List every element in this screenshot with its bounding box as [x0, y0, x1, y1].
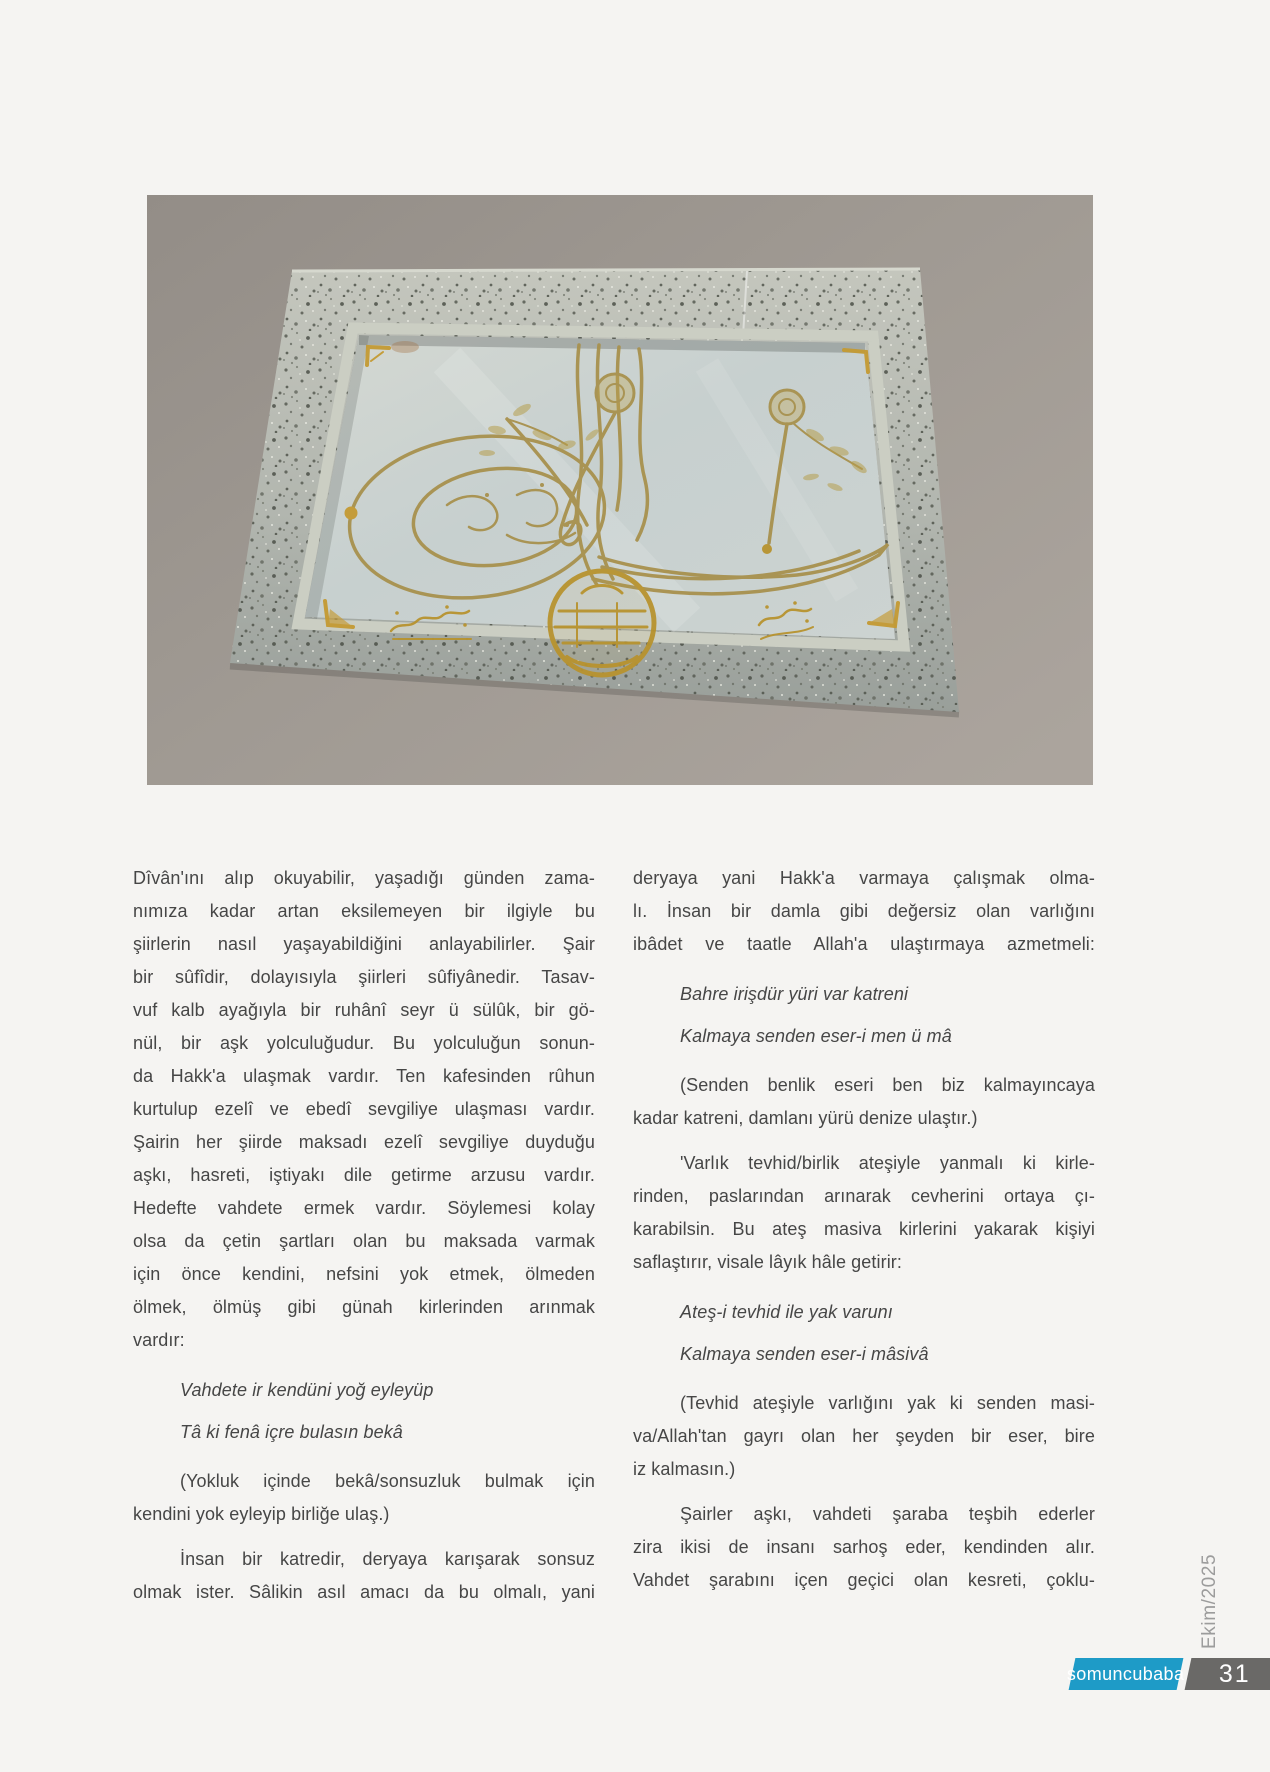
issue-date-vertical: Ekim/2025: [1199, 1553, 1220, 1649]
text-line: Tâ ki fenâ içre bulasın bekâ: [180, 1422, 403, 1442]
paragraph-block: [133, 1465, 595, 1531]
text-line: Dîvân'ını alıp okuyabilir, yaşadığı günden zama-: [133, 868, 595, 888]
text-line: vardır:: [133, 1330, 185, 1350]
paragraph-block: [633, 1387, 1095, 1486]
text-line: Kalmaya senden eser-i men ü mâ: [680, 1026, 952, 1046]
text-line: şiirlerin nasıl yaşayabildiğini anlayabilirler. Şair: [133, 934, 595, 954]
text-line: (Yokluk içinde bekâ/sonsuzluk bulmak için: [180, 1471, 595, 1491]
text-line: olmak ister. Sâlikin asıl amacı da bu olmalı, yani: [133, 1582, 595, 1602]
page-number-badge: [1185, 1658, 1270, 1690]
text-line: Şairin her şiirde maksadı ezelî sevgiliye duyduğu: [133, 1132, 595, 1152]
poem-block: [633, 973, 1095, 1057]
text-line: Hedefte vahdete ermek vardır. Söylemesi kolay: [133, 1198, 595, 1218]
medallion: [550, 571, 654, 675]
text-line: rinden, paslarından arınarak cevherini ortaya çı-: [633, 1186, 1095, 1206]
text-line: (Senden benlik eseri ben biz kalmayıncaya: [680, 1075, 1095, 1095]
article-photo: [147, 195, 1093, 785]
text-line: iz kalmasın.): [633, 1459, 736, 1479]
text-line: Vahdet şarabını içen geçici olan kesreti, çoklu-: [633, 1570, 1095, 1590]
paragraph-block: [633, 1069, 1095, 1135]
text-line: nımıza kadar artan eksilemeyen bir ilgiyle bu: [133, 901, 595, 921]
paragraph-block: [633, 1147, 1095, 1279]
text-line: Şairler aşkı, vahdeti şaraba teşbih ederler: [680, 1504, 1095, 1524]
text-line: zira ikisi de insanı sarhoş eder, kendinden alır.: [633, 1537, 1095, 1557]
text-line: Vahdete ir kendüni yoğ eyleyüp: [180, 1380, 434, 1400]
poem-block: [133, 1369, 595, 1453]
paragraph-block: [633, 1498, 1095, 1597]
text-line: da Hakk'a ulaşmak vardır. Ten kafesinden rûhun: [133, 1066, 595, 1086]
article-column-right: [633, 862, 1095, 1597]
stain-mark: [391, 341, 419, 353]
loop-knob: [345, 507, 358, 520]
text-line: için önce kendini, nefsini yok etmek, ölmeden: [133, 1264, 595, 1284]
paragraph-block: [133, 1543, 595, 1609]
text-line: saflaştırır, visale lâyık hâle getirir:: [633, 1252, 902, 1272]
text-line: olsa da çetin şartları olan bu maksada varmak: [133, 1231, 595, 1251]
text-line: vuf kalb ayağıyla bir ruhânî seyr ü sülûk, bir gö-: [133, 1000, 595, 1020]
text-line: bir sûfîdir, dolayısıyla şiirleri sûfiyânedir. Tasav-: [133, 967, 595, 987]
text-line: kadar katreni, damlanı yürü denize ulaştır.): [633, 1108, 978, 1128]
poem-block: [633, 1291, 1095, 1375]
text-line: 'Varlık tevhid/birlik ateşiyle yanmalı ki kirle-: [680, 1153, 1095, 1173]
text-line: kurtulup ezelî ve ebedî sevgiliye ulaşması vardır.: [133, 1099, 595, 1119]
text-line: va/Allah'tan gayrı olan her şeyden bir eser, bire: [633, 1426, 1095, 1446]
paragraph-block: [633, 862, 1095, 961]
text-line: İnsan bir katredir, deryaya karışarak sonsuz: [180, 1549, 595, 1569]
magazine-brand-badge: [1069, 1658, 1184, 1690]
text-line: Bahre irişdür yüri var katreni: [680, 984, 909, 1004]
paragraph-block: [133, 862, 595, 1357]
text-line: Kalmaya senden eser-i mâsivâ: [680, 1344, 929, 1364]
text-line: kendini yok eyleyip birliğe ulaş.): [133, 1504, 390, 1524]
text-line: ibâdet ve taatle Allah'a ulaştırmaya azmetmeli:: [633, 934, 1095, 954]
text-line: ölmek, ölmüş gibi günah kirlerinden arınmak: [133, 1297, 595, 1317]
article-column-left: [133, 862, 595, 1609]
magazine-brand-label: somuncubaba: [1067, 1663, 1185, 1684]
text-line: Ateş-i tevhid ile yak varunı: [680, 1302, 893, 1322]
text-line: aşkı, hasreti, iştiyakı dile getirme arzusu vardır.: [133, 1165, 595, 1185]
text-line: deryaya yani Hakk'a varmaya çalışmak olma-: [633, 868, 1095, 888]
page-number-label: 31: [1219, 1659, 1251, 1688]
text-line: lı. İnsan bir damla gibi değersiz olan varlığını: [633, 901, 1095, 921]
text-line: (Tevhid ateşiyle varlığını yak ki senden masi-: [680, 1393, 1095, 1413]
text-line: nül, bir aşk yolculuğudur. Bu yolculuğun sonun-: [133, 1033, 595, 1053]
text-line: karabilsin. Bu ateş masiva kirlerini yakarak kişiyi: [633, 1219, 1095, 1239]
